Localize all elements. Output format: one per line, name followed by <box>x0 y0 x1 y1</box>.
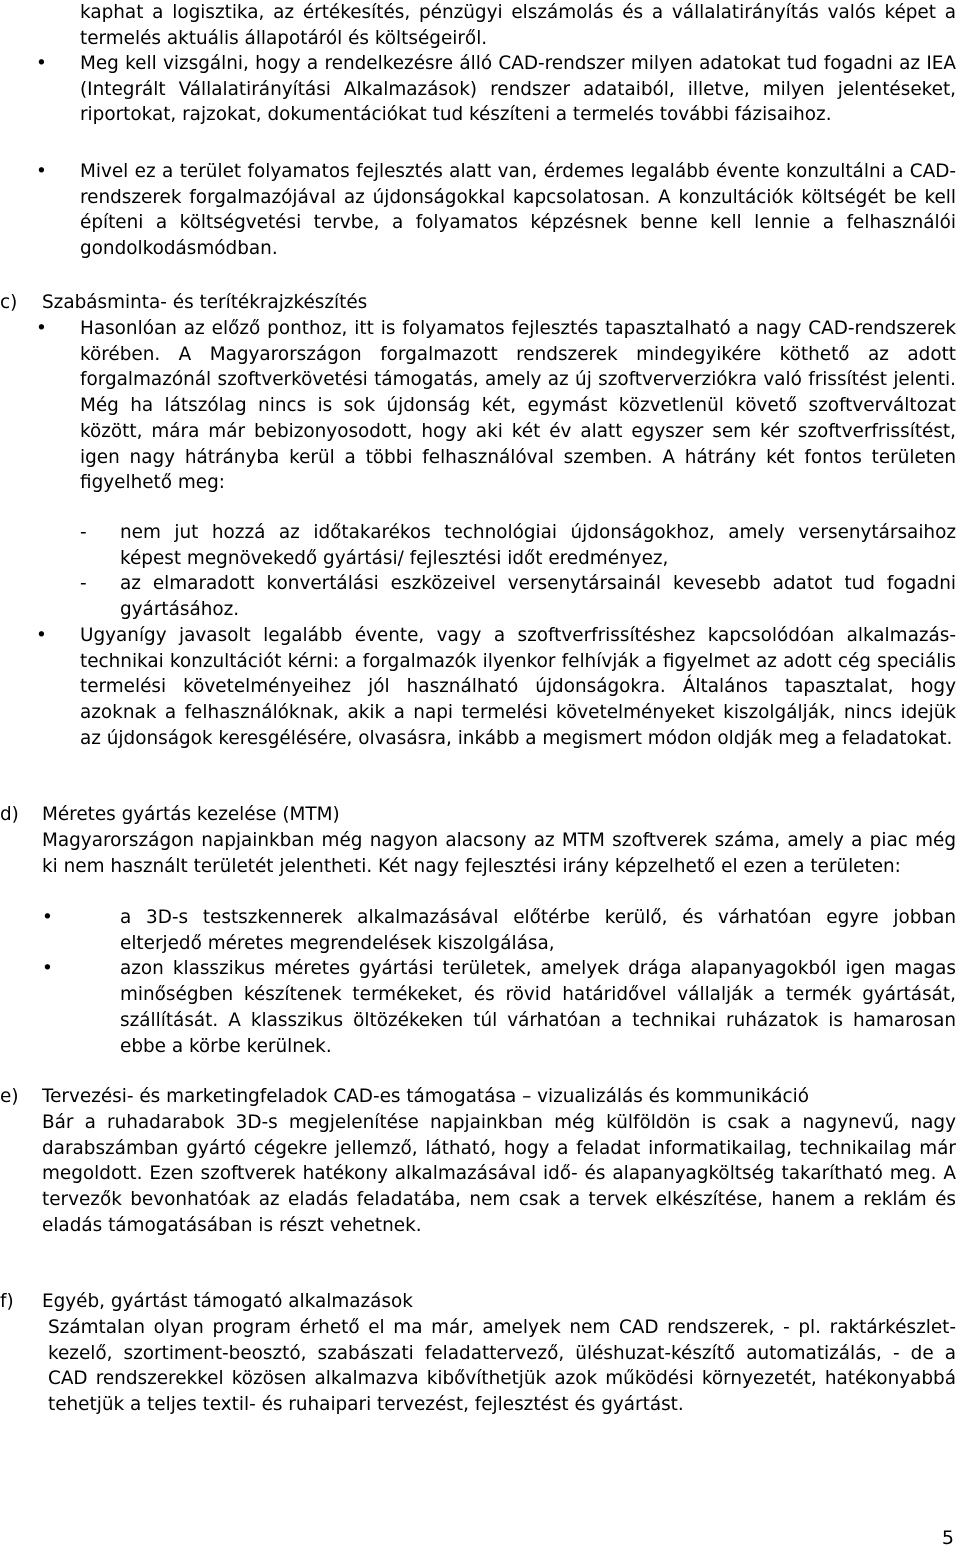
dash-text: nem jut hozzá az időtakarékos technológiai újdonságokhoz, amely versenytársaihoz képest megnövekedő gyártási/ fejlesztési időt eredményez, <box>120 522 956 569</box>
dash-mark: - <box>80 573 87 595</box>
dash-item <box>0 571 956 622</box>
top-bullet-list-2 <box>0 159 960 262</box>
bullet-icon: • <box>42 907 53 928</box>
bullet-text: Hasonlóan az előző ponthoz, itt is folyamatos fejlesztés tapasztalható a nagy CAD-rendszerek körében. A Magyarországon forgalmazott rendszerek mindegyikére köthető az adott forgalmazónál szoftverkövetési támogatás, amely az új szoftververziókra való frissítést jelenti. Még ha látszólag nincs is sok újdonság két, egymást közvetlenül követő szoftverváltozat között, mára már bebizonyosodott, hogy aki két év alatt egyszer sem kér szoftverfrissítést, igen nagy hátrányba kerül a többi felhasználóval szemben. A hátrány két fontos területen figyelhető meg: <box>80 318 956 494</box>
bullet-icon: • <box>36 53 47 74</box>
section-f-paragraph: Számtalan olyan program érhető el ma már, amelyek nem CAD rendszerek, - pl. raktárkészlet-kezelő, szortiment-beosztó, szabászati feladattervező, üléshuzat-készítő automatizálás, - de a CAD rendszerekkel közösen alkalmazva kibővíthetjük azok működési környezetét, hatékonyabbá tehetjük a teljes textil- és ruhaipari tervezést, fejlesztést és gyártást. <box>48 1317 956 1416</box>
list-item <box>0 623 956 752</box>
dash-mark: - <box>80 522 87 543</box>
bullet-text: azon klasszikus méretes gyártási területek, amelyek drága alapanyagokból igen magas minőségben készítenek termékeket, és rövid határidővel vállalják a termék gyártását, szállítását. A klasszikus öltözékeken túl várhatóan a technikai ruházatok is hamarosan ebbe a körbe kerülnek. <box>120 958 956 1057</box>
section-heading-f <box>0 1289 413 1315</box>
bullet-icon: • <box>36 625 47 646</box>
section-title: Szabásminta- és terítékrajzkészítés <box>42 292 368 313</box>
section-c-bullet-2 <box>0 623 960 752</box>
bullet-icon: • <box>42 958 53 980</box>
section-title: Egyéb, gyártást támogató alkalmazások <box>42 1291 413 1312</box>
section-d-bullet-list <box>0 905 960 1059</box>
list-item <box>0 316 956 496</box>
list-item <box>0 956 956 1059</box>
section-title: Méretes gyártás kezelése (MTM) <box>42 804 340 825</box>
section-c-bullet-1 <box>0 316 960 496</box>
section-title: Tervezési- és marketingfeladok CAD-es támogatása – vizualizálás és kommunikáció <box>42 1086 809 1107</box>
list-item <box>0 51 956 128</box>
list-item <box>0 905 956 956</box>
section-d-paragraph: Magyarországon napjainkban még nagyon alacsony az MTM szoftverek száma, amely a piac még ki nem használt területét jelentheti. Két nagy fejlesztési irány képzelhető el ezen a területen: <box>42 830 956 877</box>
bullet-text: Meg kell vizsgálni, hogy a rendelkezésre álló CAD-rendszer milyen adatokat tud fogadni az IEA (Integrált Vállalatirányítási Alkalmazások) rendszer adataiból, illetve, milyen jelentéseket, riportokat, rajzokat, dokumentációkat tud készíteni a termelés további fázisaihoz. <box>80 53 956 126</box>
bullet-icon: • <box>36 318 47 339</box>
top-continuation-text: kaphat a logisztika, az értékesítés, pénzügyi elszámolás és a vállalatirányítás valós képet a termelés aktuális állapotáról és költségeiről. <box>80 2 956 49</box>
section-heading-d <box>0 802 340 828</box>
section-label: c) <box>0 292 18 313</box>
bullet-text: Mivel ez a terület folyamatos fejlesztés alatt van, érdemes legalább évente konzultálni a CAD-rendszerek forgalmazójával az újdonságokkal kapcsolatosan. A konzultációk költségét be kell építeni a költségvetési tervbe, a folyamatos képzésnek benne kell lennie a felhasználói gondolkodásmódban. <box>80 161 956 260</box>
bullet-text: a 3D-s testszkennerek alkalmazásával előtérbe kerülő, és várhatóan egyre jobban elterjedő méretes megrendelések kiszolgálása, <box>120 907 956 954</box>
section-heading-c <box>0 290 367 316</box>
section-heading-e <box>0 1084 809 1110</box>
section-e-paragraph: Bár a ruhadarabok 3D-s megjelenítése napjainkban még külföldön is csak a nagynevű, nagy darabszámban gyártó cégekre jellemző, látható, hogy a feladat informatikailag, technikailag már megoldott. Ezen szoftverek hatékony alkalmazásával idő- és alapanyagköltség takarítható meg. A tervezők bevonhatóak az eladás feladatába, nem csak a tervek elkészítése, hanem a reklám és eladás támogatásában is részt vehetnek. <box>42 1112 956 1236</box>
top-bullet-list <box>0 51 960 128</box>
section-label: d) <box>0 804 19 825</box>
dash-text: az elmaradott konvertálási eszközeivel versenytársainál kevesebb adatot tud fogadni gyártásához. <box>120 573 956 621</box>
list-item <box>0 159 956 262</box>
dash-item <box>0 520 956 571</box>
page-number: 5 <box>941 1527 954 1549</box>
section-c-dash-list <box>0 520 960 623</box>
bullet-icon: • <box>36 161 47 182</box>
section-label: e) <box>0 1086 19 1107</box>
bullet-text: Ugyanígy javasolt legalább évente, vagy a szoftverfrissítéshez kapcsolódóan alkalmazás-technikai konzultációt kérni: a forgalmazók ilyenkor felhívják a figyelmet az adott cég speciális termelési követelményeihez jól használható újdonságokra. Általános tapasztalat, hogy azoknak a felhasználóknak, akik a napi termelési követelményeket kiszolgálják, nincs idejük az újdonságok keresgélésére, olvasásra, inkább a megismert módon oldják meg a feladatokat. <box>80 625 956 749</box>
section-label: f) <box>0 1291 14 1312</box>
